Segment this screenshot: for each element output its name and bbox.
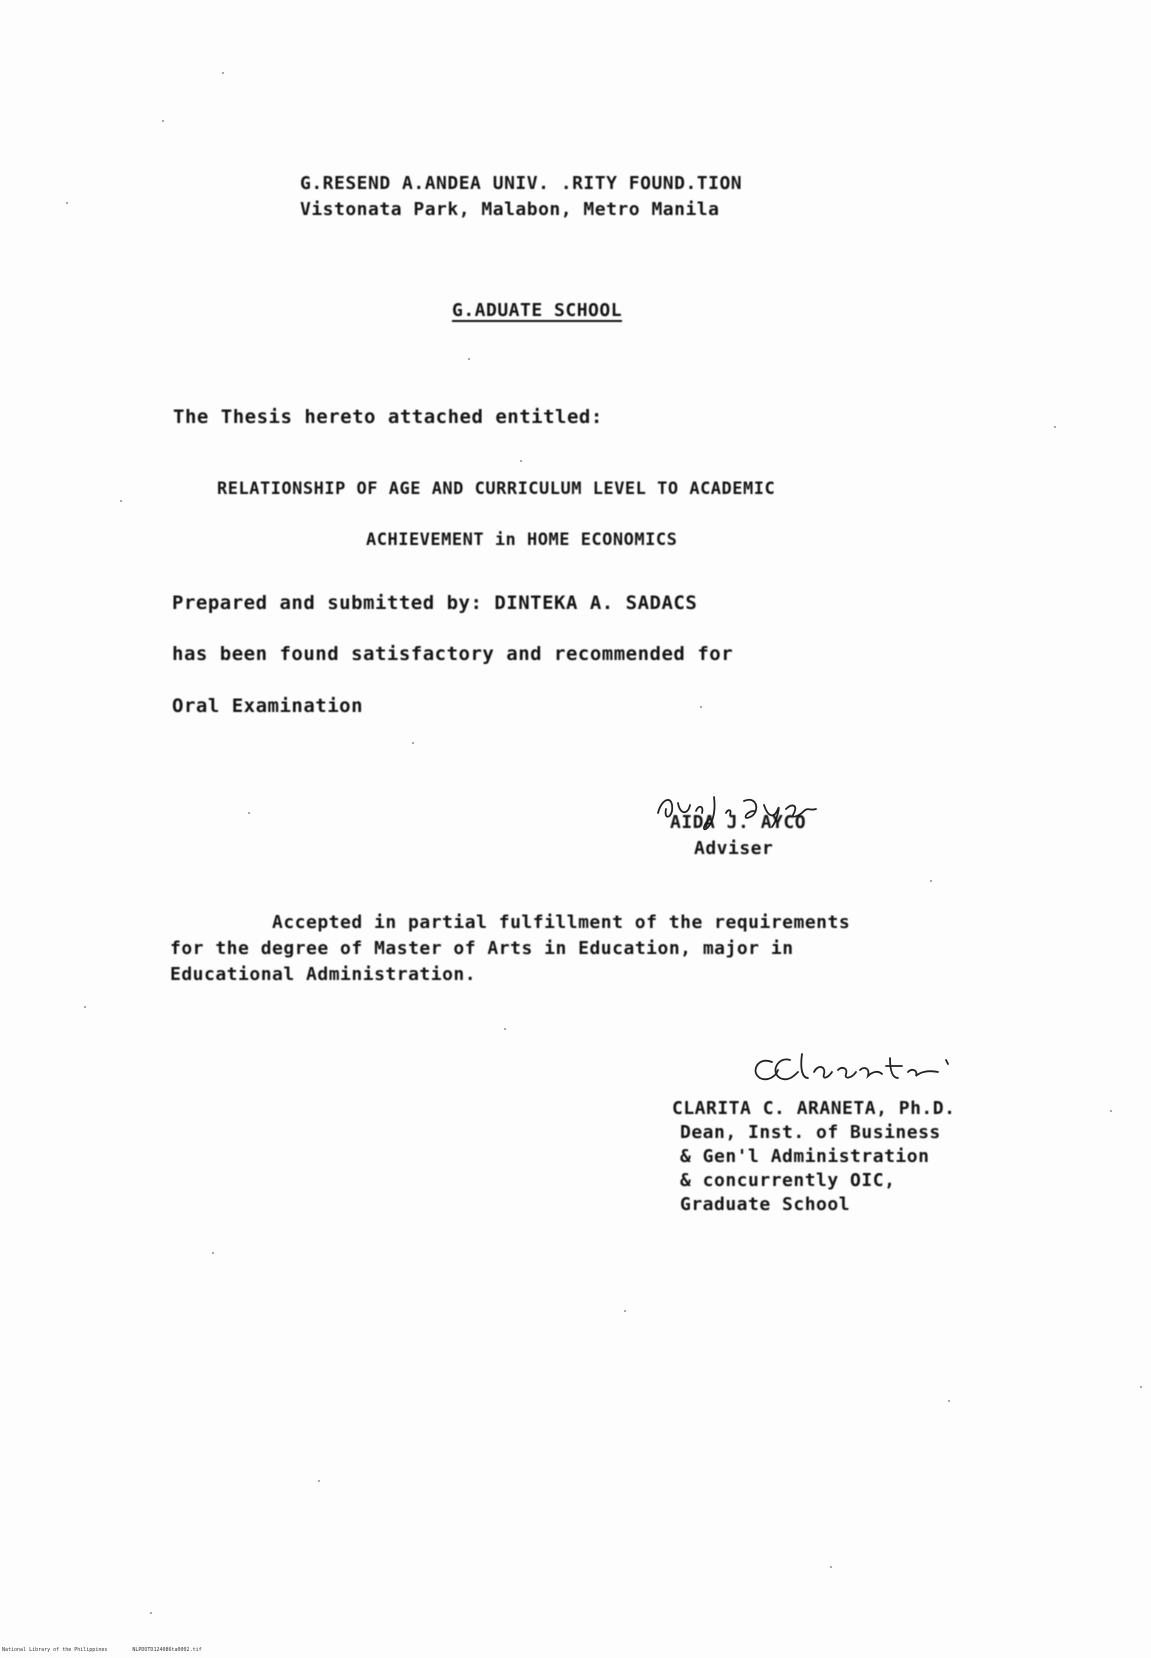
scan-speck [150, 1612, 152, 1614]
thesis-title-line2: ACHIEVEMENT in HOME ECONOMICS [366, 530, 678, 550]
scan-speck [930, 880, 932, 882]
scan-speck [162, 120, 164, 122]
scan-speck [948, 1400, 950, 1402]
dean-title-line3: & concurrently OIC, [680, 1170, 896, 1191]
footer-file-id: NLPDOTD124086ta0002.tif [132, 1647, 202, 1653]
prepared-by-line: Prepared and submitted by: DINTEKA A. SADACS [172, 592, 698, 614]
scan-speck [248, 812, 250, 814]
scan-speck [624, 1310, 626, 1312]
scan-speck [120, 500, 122, 502]
scan-footer [2, 1647, 224, 1653]
scan-speck [84, 1006, 86, 1008]
scan-speck [468, 358, 470, 360]
letterhead-institution: G.RESEND A.ANDEA UNIV. .RITY FOUND.TION [300, 173, 743, 194]
scan-speck [66, 202, 68, 204]
school-heading: G.ADUATE SCHOOL [452, 300, 623, 321]
dean-title-line4: Graduate School [680, 1194, 851, 1215]
scan-speck [222, 72, 224, 74]
footer-library: National Library of the Philippines [2, 1647, 108, 1653]
acceptance-line1: Accepted in partial fulfillment of the requirements [272, 912, 851, 933]
adviser-name: AIDA J. AYCO [670, 812, 807, 833]
oral-exam-line: Oral Examination [172, 695, 364, 717]
scan-speck [1140, 1386, 1142, 1388]
acceptance-line2: for the degree of Master of Arts in Education, major in [170, 938, 794, 959]
scan-speck [700, 706, 702, 708]
thesis-title-line1: RELATIONSHIP OF AGE AND CURRICULUM LEVEL TO ACADEMIC [217, 479, 776, 499]
scan-speck [520, 460, 522, 462]
found-satisfactory-line: has been found satisfactory and recommended for [172, 643, 734, 665]
acceptance-line3: Educational Administration. [170, 964, 477, 985]
scan-speck [412, 742, 414, 744]
letterhead-address: Vistonata Park, Malabon, Metro Manila [300, 199, 720, 220]
scan-speck [1110, 1110, 1112, 1112]
dean-title-line2: & Gen'l Administration [680, 1146, 930, 1167]
scan-speck [504, 1028, 506, 1030]
dean-name: CLARITA C. ARANETA, Ph.D. [672, 1098, 956, 1119]
scan-speck [318, 1480, 320, 1482]
dean-title-line1: Dean, Inst. of Business [680, 1122, 941, 1143]
scan-speck [1054, 426, 1056, 428]
intro-line: The Thesis hereto attached entitled: [173, 406, 603, 428]
dean-signature [742, 1042, 982, 1098]
scan-speck [212, 1252, 214, 1254]
scan-speck [830, 1566, 832, 1568]
adviser-title: Adviser [694, 838, 774, 859]
